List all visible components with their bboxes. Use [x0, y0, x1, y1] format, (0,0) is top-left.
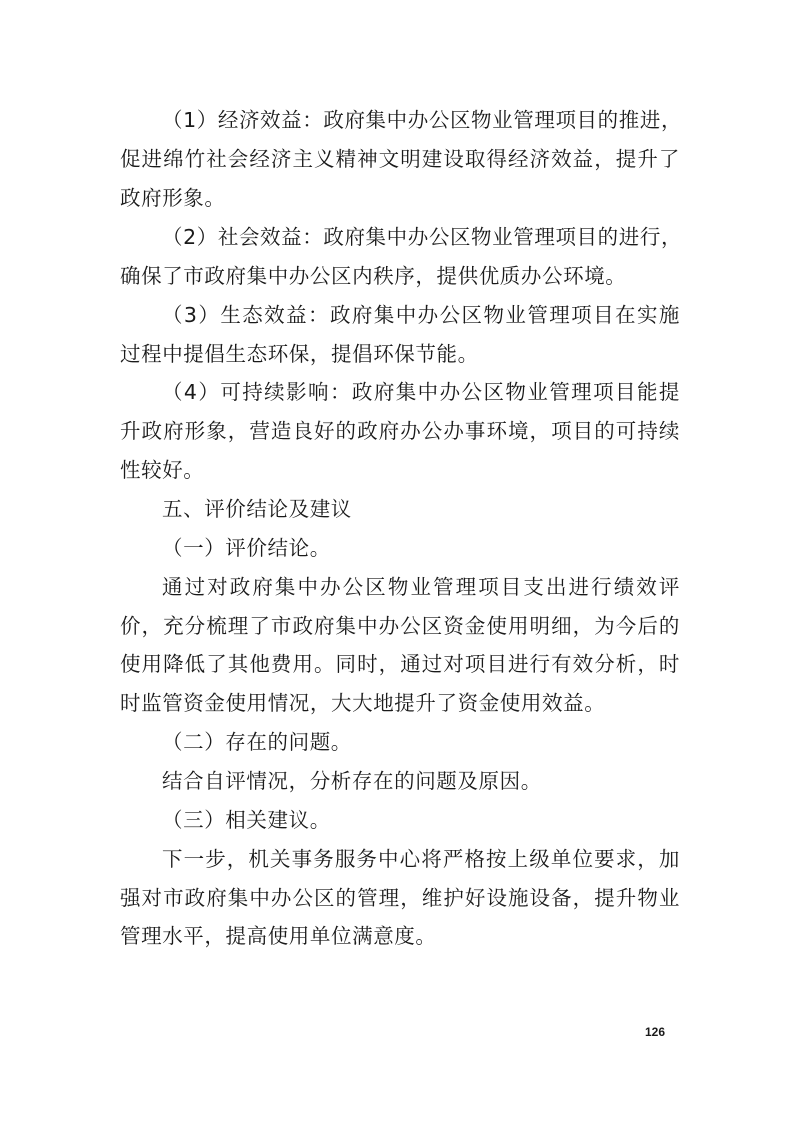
text-line: 价，充分梳理了市政府集中办公区资金使用明细，为今后的 — [120, 614, 680, 638]
text-line: 确保了市政府集中办公区内秩序，提供优质办公环境。 — [120, 264, 627, 288]
text-line: 强对市政府集中办公区的管理，维护好设施设备，提升物业 — [120, 886, 680, 910]
paragraph-economic-benefit: （1）经济效益：政府集中办公区物业管理项目的推进， — [162, 108, 683, 132]
text-line: 管理水平，提高使用单位满意度。 — [120, 924, 437, 948]
page-number: 126 — [645, 1025, 666, 1039]
text-line: 升政府形象，营造良好的政府办公办事环境，项目的可持续 — [120, 419, 680, 443]
paragraph-conclusion: 通过对政府集中办公区物业管理项目支出进行绩效评 — [162, 575, 680, 599]
text-line: 过程中提倡生态环保，提倡环保节能。 — [120, 342, 479, 366]
subheading-existing-problems: （二）存在的问题。 — [162, 730, 352, 754]
paragraph-social-benefit: （2）社会效益：政府集中办公区物业管理项目的进行， — [162, 225, 683, 249]
subheading-evaluation-conclusion: （一）评价结论。 — [162, 536, 331, 560]
text-line: 时监管资金使用情况，大大地提升了资金使用效益。 — [120, 691, 606, 715]
paragraph-sustainability: （4）可持续影响：政府集中办公区物业管理项目能提 — [162, 380, 680, 404]
paragraph-problems: 结合自评情况，分析存在的问题及原因。 — [162, 769, 542, 793]
text-line: 性较好。 — [120, 458, 205, 482]
paragraph-ecological-benefit: （3）生态效益：政府集中办公区物业管理项目在实施 — [162, 303, 680, 327]
text-line: 政府形象。 — [120, 186, 226, 210]
text-line: 促进绵竹社会经济主义精神文明建设取得经济效益，提升了 — [120, 147, 680, 171]
subheading-suggestions: （三）相关建议。 — [162, 808, 331, 832]
section-heading-conclusions: 五、评价结论及建议 — [162, 497, 352, 521]
paragraph-suggestions: 下一步，机关事务服务中心将严格按上级单位要求，加 — [162, 847, 680, 871]
text-line: 使用降低了其他费用。同时，通过对项目进行有效分析，时 — [120, 652, 680, 676]
